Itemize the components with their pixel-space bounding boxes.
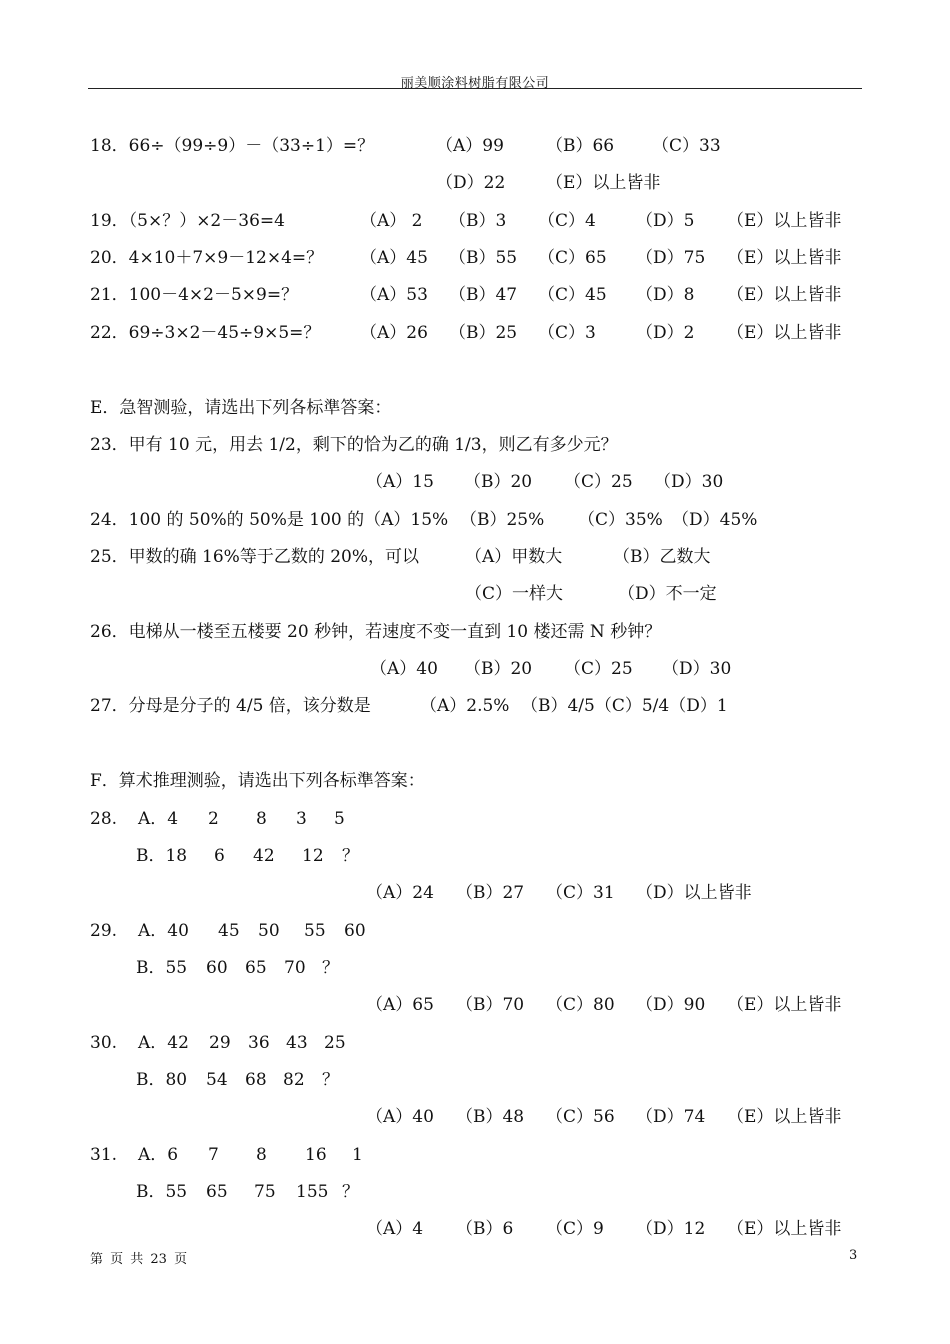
option-text: 6 — [214, 846, 225, 866]
line-q28-b — [0, 844, 950, 868]
option-text: （B）乙数大 — [613, 547, 711, 567]
option-text: （B）20 — [464, 472, 533, 492]
line-q29-b — [0, 956, 950, 980]
option-text: （E）以上皆非 — [727, 285, 842, 305]
question-text: 29. — [90, 921, 118, 941]
option-text: 70 — [284, 958, 306, 978]
option-text: （D）45% — [672, 510, 758, 530]
line-q31-2 — [0, 1217, 950, 1241]
option-text: （C）25 — [564, 659, 633, 679]
option-text: 5 — [334, 809, 345, 829]
option-text: （A）45 — [360, 248, 428, 268]
option-text: 36 — [248, 1033, 270, 1053]
option-text: （B）48 — [456, 1107, 525, 1127]
question-text: 23．甲有 10 元，用去 1/2，剩下的恰为乙的确 1/3，则乙有多少元？ — [90, 435, 618, 455]
line-secE — [0, 396, 950, 420]
option-text: （A）甲数大 — [465, 547, 563, 567]
option-text: 16 — [305, 1145, 327, 1165]
line-q31 — [0, 1143, 950, 1167]
line-q18-2 — [0, 171, 950, 195]
line-q31-b — [0, 1180, 950, 1204]
option-text: 65 — [206, 1182, 228, 1202]
option-text: 8 — [256, 809, 267, 829]
line-q20 — [0, 246, 950, 270]
option-text: 2 — [208, 809, 219, 829]
option-text: （B）27 — [456, 883, 525, 903]
option-text: 45 — [218, 921, 240, 941]
option-text: （A）26 — [360, 323, 428, 343]
question-text: 26．电梯从一楼至五楼要 20 秒钟，若速度不变一直到 10 楼还需 N 秒钟？ — [90, 622, 662, 642]
option-text: （C）33 — [652, 136, 721, 156]
option-text: ？ — [342, 1182, 359, 1202]
question-text: 18．66÷（99÷9）－（33÷1）=？ — [90, 136, 375, 156]
option-text: （E）以上皆非 — [727, 323, 842, 343]
option-text: 50 — [258, 921, 280, 941]
option-text: （D）30 — [662, 659, 732, 679]
line-q24 — [0, 508, 950, 532]
option-text: 155 — [296, 1182, 329, 1202]
option-text: 12 — [302, 846, 324, 866]
option-text: 3 — [296, 809, 307, 829]
question-text: 21．100－4×2－5×9=？ — [90, 285, 299, 305]
option-text: （C）65 — [538, 248, 607, 268]
option-text: 1 — [352, 1145, 363, 1165]
option-text: （D）75 — [636, 248, 706, 268]
line-q26-2 — [0, 657, 950, 681]
line-q19 — [0, 209, 950, 233]
option-text: （B）25 — [449, 323, 518, 343]
option-text: （C）31 — [546, 883, 615, 903]
option-text: （A）53 — [360, 285, 428, 305]
company-name: 丽美顺涂料树脂有限公司 — [400, 76, 550, 91]
option-text: 43 — [286, 1033, 308, 1053]
option-text: ？ — [322, 1070, 339, 1090]
option-text: （D）30 — [654, 472, 724, 492]
question-text: E．急智测验，请选出下列各标準答案： — [90, 398, 392, 418]
option-text: （A）2.5% — [420, 696, 510, 716]
line-q30 — [0, 1031, 950, 1055]
option-text: （B）47 — [449, 285, 518, 305]
page-number: 3 — [849, 1248, 858, 1263]
option-text: （D）5 — [636, 211, 695, 231]
option-text: （A）99 — [436, 136, 504, 156]
question-text: 30. — [90, 1033, 118, 1053]
question-text: （A）15 — [366, 472, 434, 492]
option-text: （E）以上皆非 — [727, 995, 842, 1015]
line-q29-2 — [0, 993, 950, 1017]
option-text: 42 — [253, 846, 275, 866]
option-text: （B）20 — [464, 659, 533, 679]
option-text: （D）8 — [636, 285, 695, 305]
question-text: 25．甲数的确 16%等于乙数的 20%，可以 — [90, 547, 420, 567]
question-text: B．55 — [136, 958, 188, 978]
line-secF — [0, 769, 950, 793]
option-text: 8 — [256, 1145, 267, 1165]
line-q26 — [0, 620, 950, 644]
option-text: （B）25% — [460, 510, 545, 530]
option-text: 60 — [344, 921, 366, 941]
option-text: A．4 — [138, 809, 179, 829]
question-text: B．80 — [136, 1070, 188, 1090]
line-q23 — [0, 433, 950, 457]
line-q28 — [0, 807, 950, 831]
option-text: 60 — [206, 958, 228, 978]
option-text: 54 — [206, 1070, 228, 1090]
option-text: 75 — [254, 1182, 276, 1202]
option-text: ？ — [342, 846, 359, 866]
option-text: （E）以上皆非 — [727, 211, 842, 231]
option-text: （C）45 — [538, 285, 607, 305]
option-text: （B）4/5（C）5/4（D）1 — [521, 696, 728, 716]
question-text: B．18 — [136, 846, 188, 866]
option-text: （B）70 — [456, 995, 525, 1015]
option-text: 55 — [304, 921, 326, 941]
option-text: （E）以上皆非 — [727, 1219, 842, 1239]
question-text: 19．（5×？）×2－36=4 — [90, 211, 285, 231]
option-text: （E）以上皆非 — [727, 248, 842, 268]
option-text: （C）9 — [546, 1219, 604, 1239]
option-text: （D）12 — [636, 1219, 706, 1239]
option-text: 68 — [245, 1070, 267, 1090]
option-text: 25 — [324, 1033, 346, 1053]
option-text: （B）55 — [449, 248, 518, 268]
question-text: （A）40 — [366, 1107, 434, 1127]
option-text: （C）35% — [578, 510, 663, 530]
option-text: （C）80 — [546, 995, 615, 1015]
option-text: （D）不一定 — [618, 584, 717, 604]
question-text: （D）22 — [436, 173, 506, 193]
option-text: （B）3 — [449, 211, 507, 231]
option-text: （C）56 — [546, 1107, 615, 1127]
question-text: 24．100 的 50%的 50%是 100 的（A）15% — [90, 510, 449, 530]
option-text: A．42 — [138, 1033, 189, 1053]
line-q28-2 — [0, 881, 950, 905]
option-text: （D）以上皆非 — [636, 883, 752, 903]
question-text: F．算术推理测验，请选出下列各标準答案： — [90, 771, 425, 791]
option-text: A．6 — [138, 1145, 179, 1165]
question-text: 27．分母是分子的 4/5 倍，该分数是 — [90, 696, 371, 716]
option-text: （D）2 — [636, 323, 695, 343]
question-text: （A）24 — [366, 883, 434, 903]
question-text: （A）40 — [370, 659, 438, 679]
option-text: 65 — [245, 958, 267, 978]
option-text: （E）以上皆非 — [546, 173, 661, 193]
page-count: 第 页 共 23 页 — [90, 1252, 188, 1267]
option-text: 29 — [209, 1033, 231, 1053]
option-text: （D）74 — [636, 1107, 706, 1127]
line-q22 — [0, 321, 950, 345]
question-text: B．55 — [136, 1182, 188, 1202]
line-q23-2 — [0, 470, 950, 494]
line-q25-2 — [0, 582, 950, 606]
question-text: 20．4×10＋7×9－12×4=？ — [90, 248, 324, 268]
line-q21 — [0, 283, 950, 307]
option-text: （B）6 — [456, 1219, 514, 1239]
question-text: （C）一样大 — [465, 584, 564, 604]
question-text: 28. — [90, 809, 118, 829]
line-q25 — [0, 545, 950, 569]
option-text: （C）25 — [564, 472, 633, 492]
option-text: （C）4 — [538, 211, 596, 231]
line-q29 — [0, 919, 950, 943]
line-q30-b — [0, 1068, 950, 1092]
option-text: （C）3 — [538, 323, 596, 343]
option-text: （D）90 — [636, 995, 706, 1015]
option-text: ？ — [322, 958, 339, 978]
option-text: 82 — [283, 1070, 305, 1090]
option-text: 7 — [208, 1145, 219, 1165]
option-text: A．40 — [138, 921, 189, 941]
question-text: （A）65 — [366, 995, 434, 1015]
question-text: 31. — [90, 1145, 118, 1165]
line-q27 — [0, 694, 950, 718]
question-text: （A）4 — [366, 1219, 424, 1239]
header-rule — [88, 88, 862, 89]
option-text: （B）66 — [546, 136, 615, 156]
line-q18 — [0, 134, 950, 158]
question-text: 22．69÷3×2－45÷9×5=？ — [90, 323, 321, 343]
option-text: （A） 2 — [360, 211, 423, 231]
line-q30-2 — [0, 1105, 950, 1129]
option-text: （E）以上皆非 — [727, 1107, 842, 1127]
